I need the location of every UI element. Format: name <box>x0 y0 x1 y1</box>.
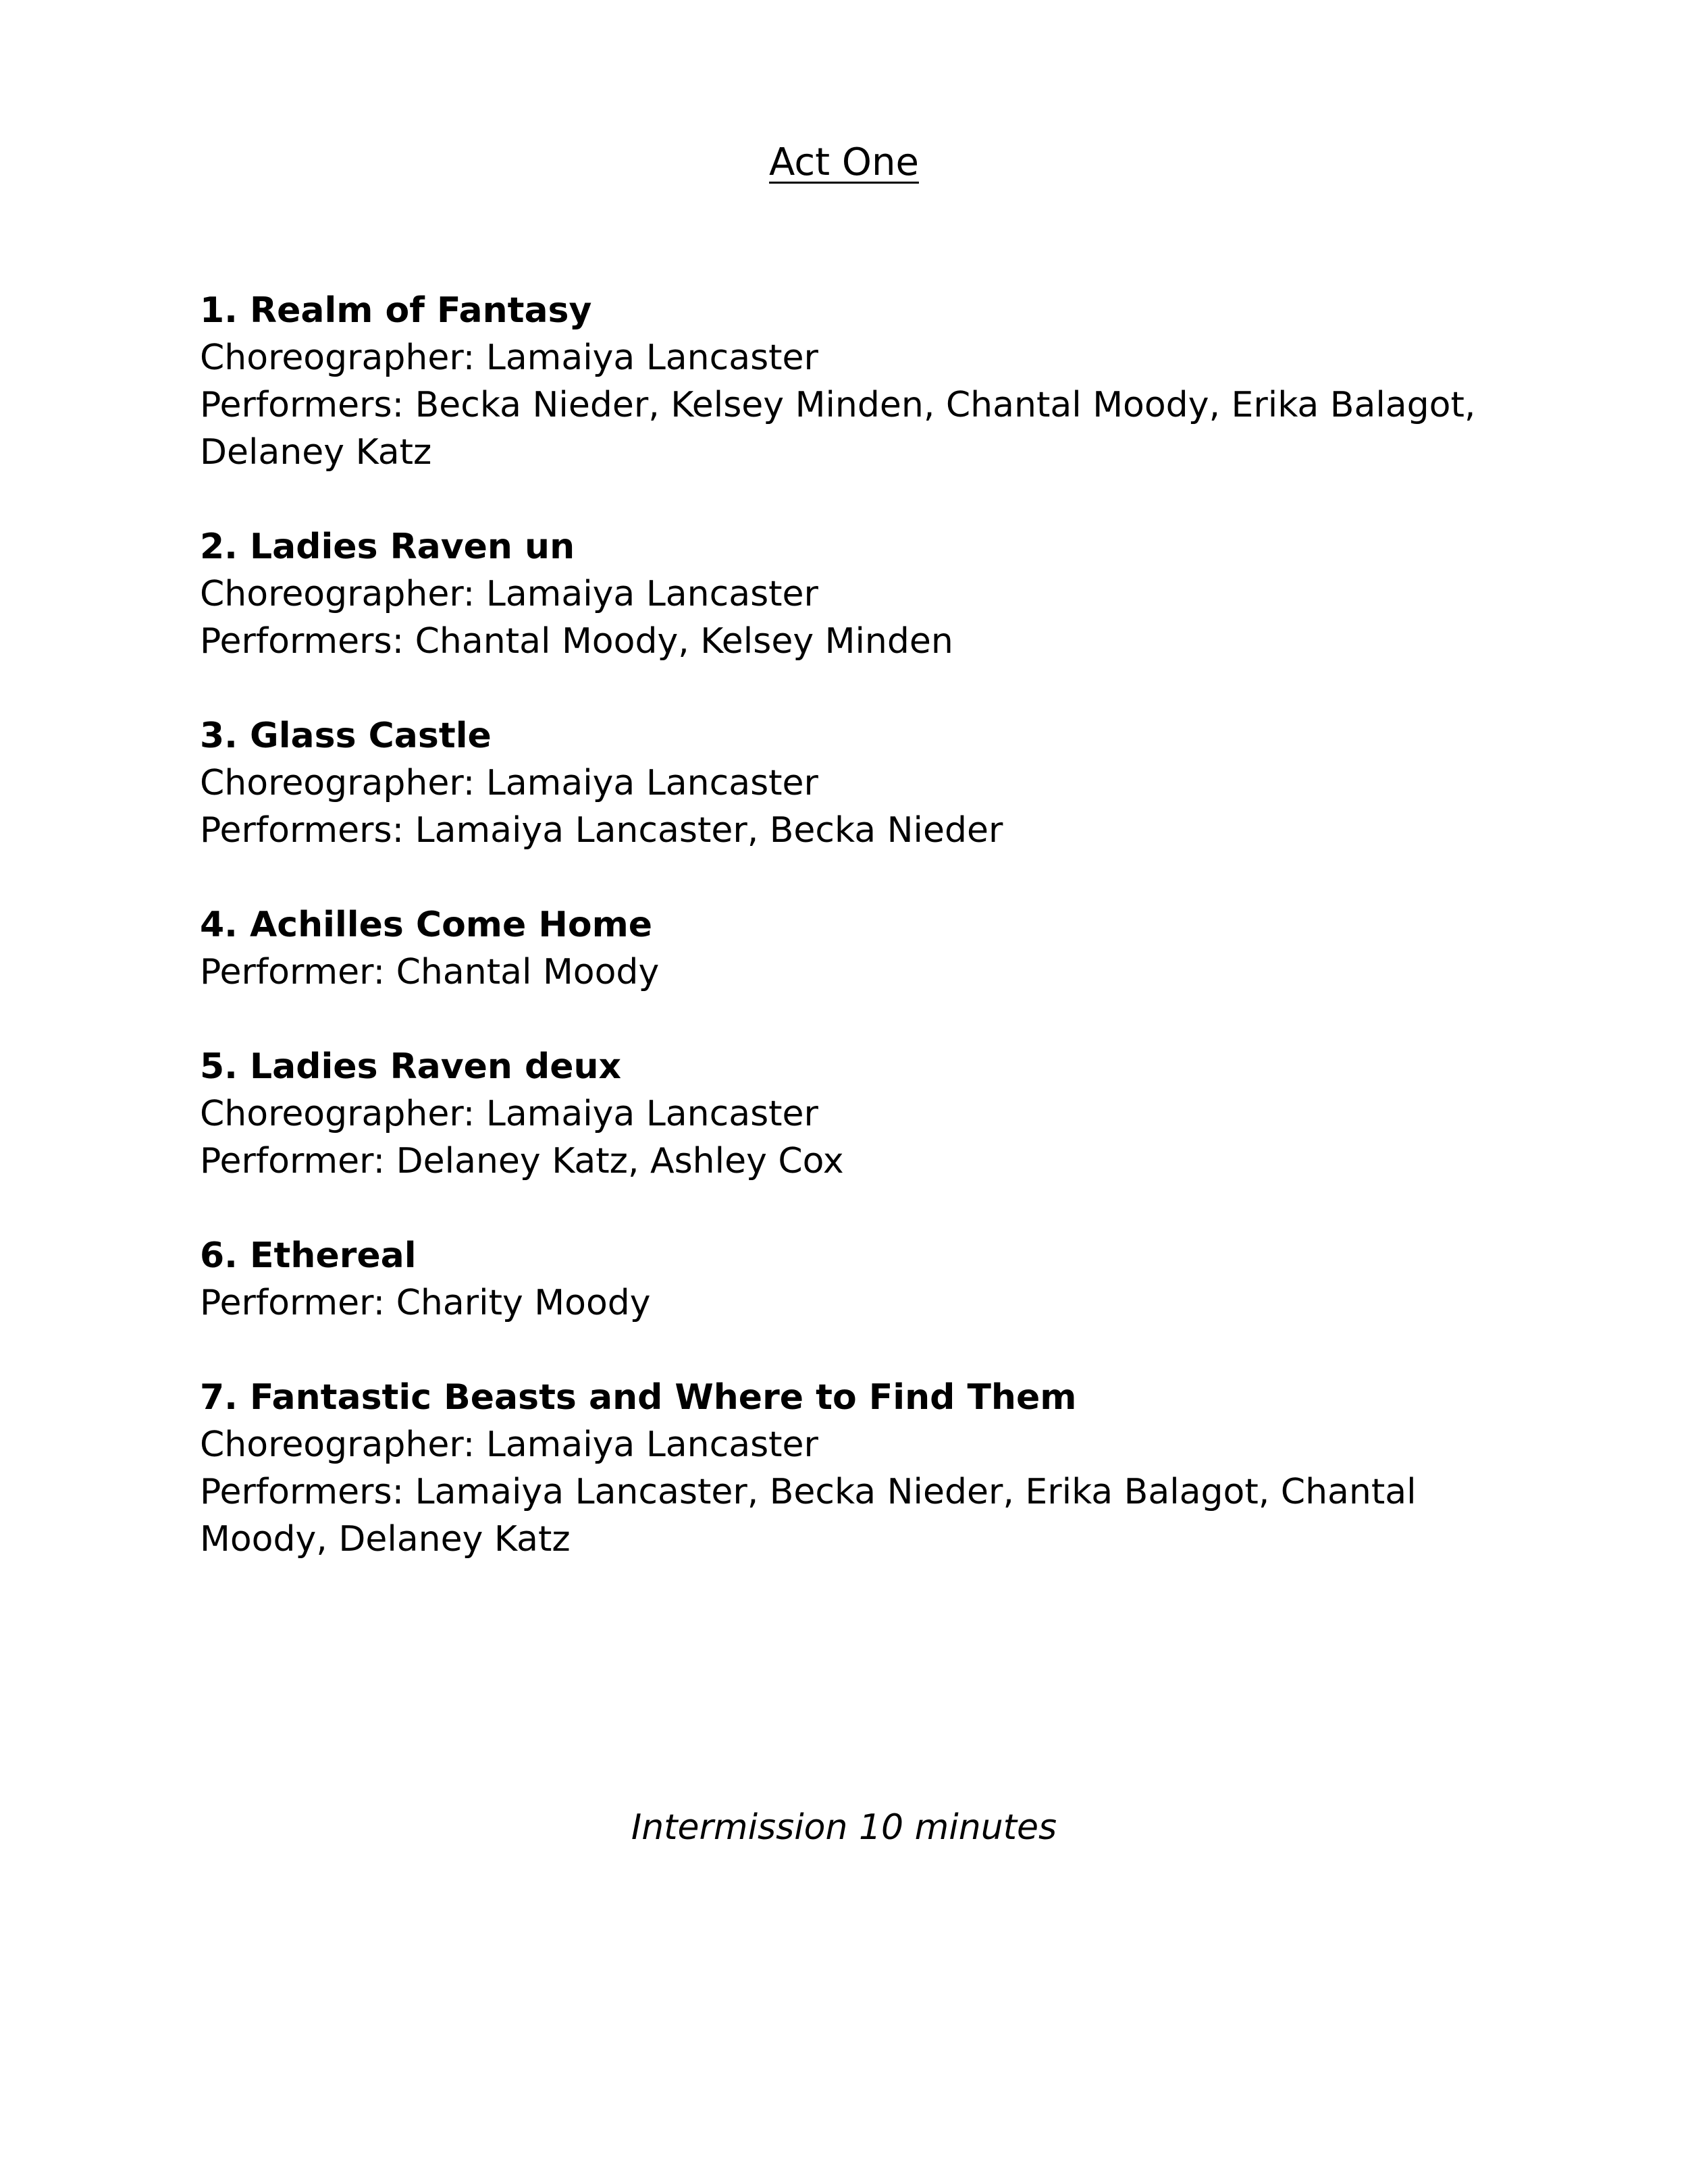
piece-title: 3. Glass Castle <box>200 716 492 756</box>
piece-title: 4. Achilles Come Home <box>200 905 653 945</box>
performers-line: Performers: Becka Nieder, Kelsey Minden, Chantal Moody, Erika Balagot, Delaney Katz <box>200 385 1476 473</box>
piece <box>200 712 1516 854</box>
piece <box>200 1232 1516 1327</box>
piece <box>200 901 1516 996</box>
piece-title: 5. Ladies Raven deux <box>200 1046 622 1087</box>
choreographer-line: Choreographer: Lamaiya Lancaster <box>200 338 818 378</box>
intermission-note: Intermission 10 minutes <box>631 1807 1057 1848</box>
performers-line: Performers: Lamaiya Lancaster, Becka Nieder, Erika Balagot, Chantal Moody, Delaney Katz <box>200 1472 1417 1560</box>
piece <box>200 287 1516 476</box>
choreographer-line: Choreographer: Lamaiya Lancaster <box>200 763 818 803</box>
choreographer-line: Choreographer: Lamaiya Lancaster <box>200 574 818 614</box>
choreographer-line: Choreographer: Lamaiya Lancaster <box>200 1094 818 1134</box>
piece-title: 6. Ethereal <box>200 1235 417 1276</box>
choreographer-line: Choreographer: Lamaiya Lancaster <box>200 1424 818 1465</box>
piece <box>200 1043 1516 1185</box>
piece-title: 7. Fantastic Beasts and Where to Find Them <box>200 1377 1077 1418</box>
performer-line: Performer: Chantal Moody <box>200 952 660 992</box>
piece-title: 2. Ladies Raven un <box>200 527 575 567</box>
piece <box>200 523 1516 665</box>
program-list <box>200 287 1516 1610</box>
performers-line: Performers: Lamaiya Lancaster, Becka Nieder <box>200 810 1003 851</box>
piece <box>200 1374 1516 1563</box>
performer-line: Performer: Delaney Katz, Ashley Cox <box>200 1141 844 1181</box>
act-title: Act One <box>769 140 919 184</box>
performers-line: Performers: Chantal Moody, Kelsey Minden <box>200 621 953 662</box>
performer-line: Performer: Charity Moody <box>200 1283 651 1323</box>
piece-title: 1. Realm of Fantasy <box>200 290 592 331</box>
